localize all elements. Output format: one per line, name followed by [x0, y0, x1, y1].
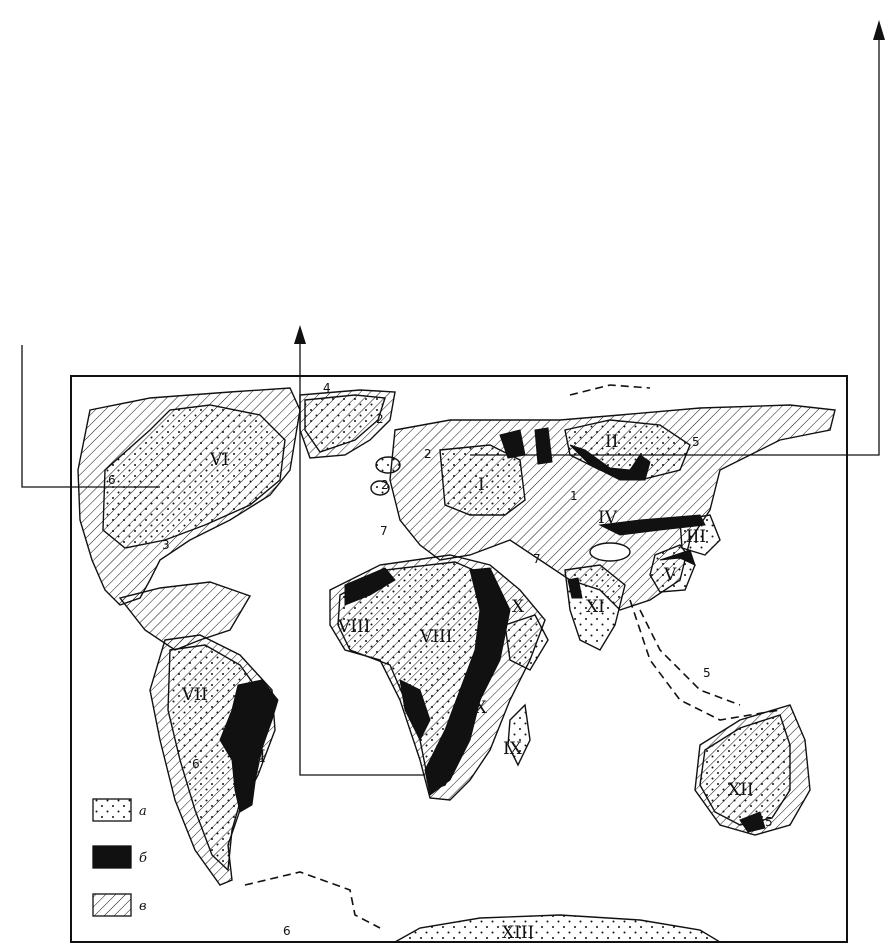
- region-label-VII-a: VII: [182, 685, 208, 705]
- region-label-V: V: [664, 565, 677, 585]
- region-label-II: II: [605, 432, 619, 452]
- belt-label-5b: 5: [703, 666, 711, 680]
- region-label-VI: VI: [210, 450, 229, 470]
- belt-label-6c: 6: [283, 924, 291, 938]
- belt-label-3: 3: [162, 538, 170, 552]
- region-label-X: X: [512, 597, 525, 617]
- region-label-XIII: XIII: [502, 923, 535, 943]
- region-label-IX-a: IX: [468, 698, 487, 718]
- belt-label-6b: 6: [192, 757, 200, 771]
- belt-label-4: 4: [323, 381, 331, 395]
- right-arrow-head: [873, 20, 885, 40]
- region-label-XI: XI: [586, 597, 605, 617]
- belt-label-1: 1: [570, 489, 578, 503]
- belt-label-2b: 2: [424, 447, 432, 461]
- australia: [695, 705, 810, 835]
- belt-label-2a: 2: [376, 412, 384, 426]
- region-label-VIII-b: VIII: [420, 627, 453, 647]
- africa: [330, 555, 548, 800]
- belt-label-5a: 5: [692, 435, 700, 449]
- antarctica: [395, 915, 720, 942]
- right-arrow-line: [470, 35, 879, 455]
- svg-text:б: б: [139, 851, 147, 866]
- belt-label-7b: 7: [533, 552, 541, 566]
- belt-label-5c: 5: [765, 815, 773, 829]
- legend-item-a: [93, 799, 147, 821]
- legend: [93, 799, 147, 916]
- region-label-XII: XII: [728, 780, 754, 800]
- region-label-IX-b: IX: [503, 739, 522, 759]
- region-label-VIII-a: VIII: [338, 617, 371, 637]
- belt-label-2c: 2: [381, 478, 389, 492]
- region-label-III: III: [686, 527, 707, 547]
- legend-item-b: [93, 846, 147, 868]
- svg-text:а: а: [139, 804, 147, 819]
- belt-label-7a: 7: [380, 524, 388, 538]
- legend-item-c: [93, 894, 147, 916]
- svg-text:в: в: [139, 899, 147, 914]
- region-label-I: I: [478, 475, 485, 495]
- belt-label-6a: 6: [108, 473, 116, 487]
- region-label-VII-b: VII: [240, 747, 266, 767]
- region-label-IV: IV: [598, 508, 617, 528]
- center-arrow-head: [294, 325, 306, 344]
